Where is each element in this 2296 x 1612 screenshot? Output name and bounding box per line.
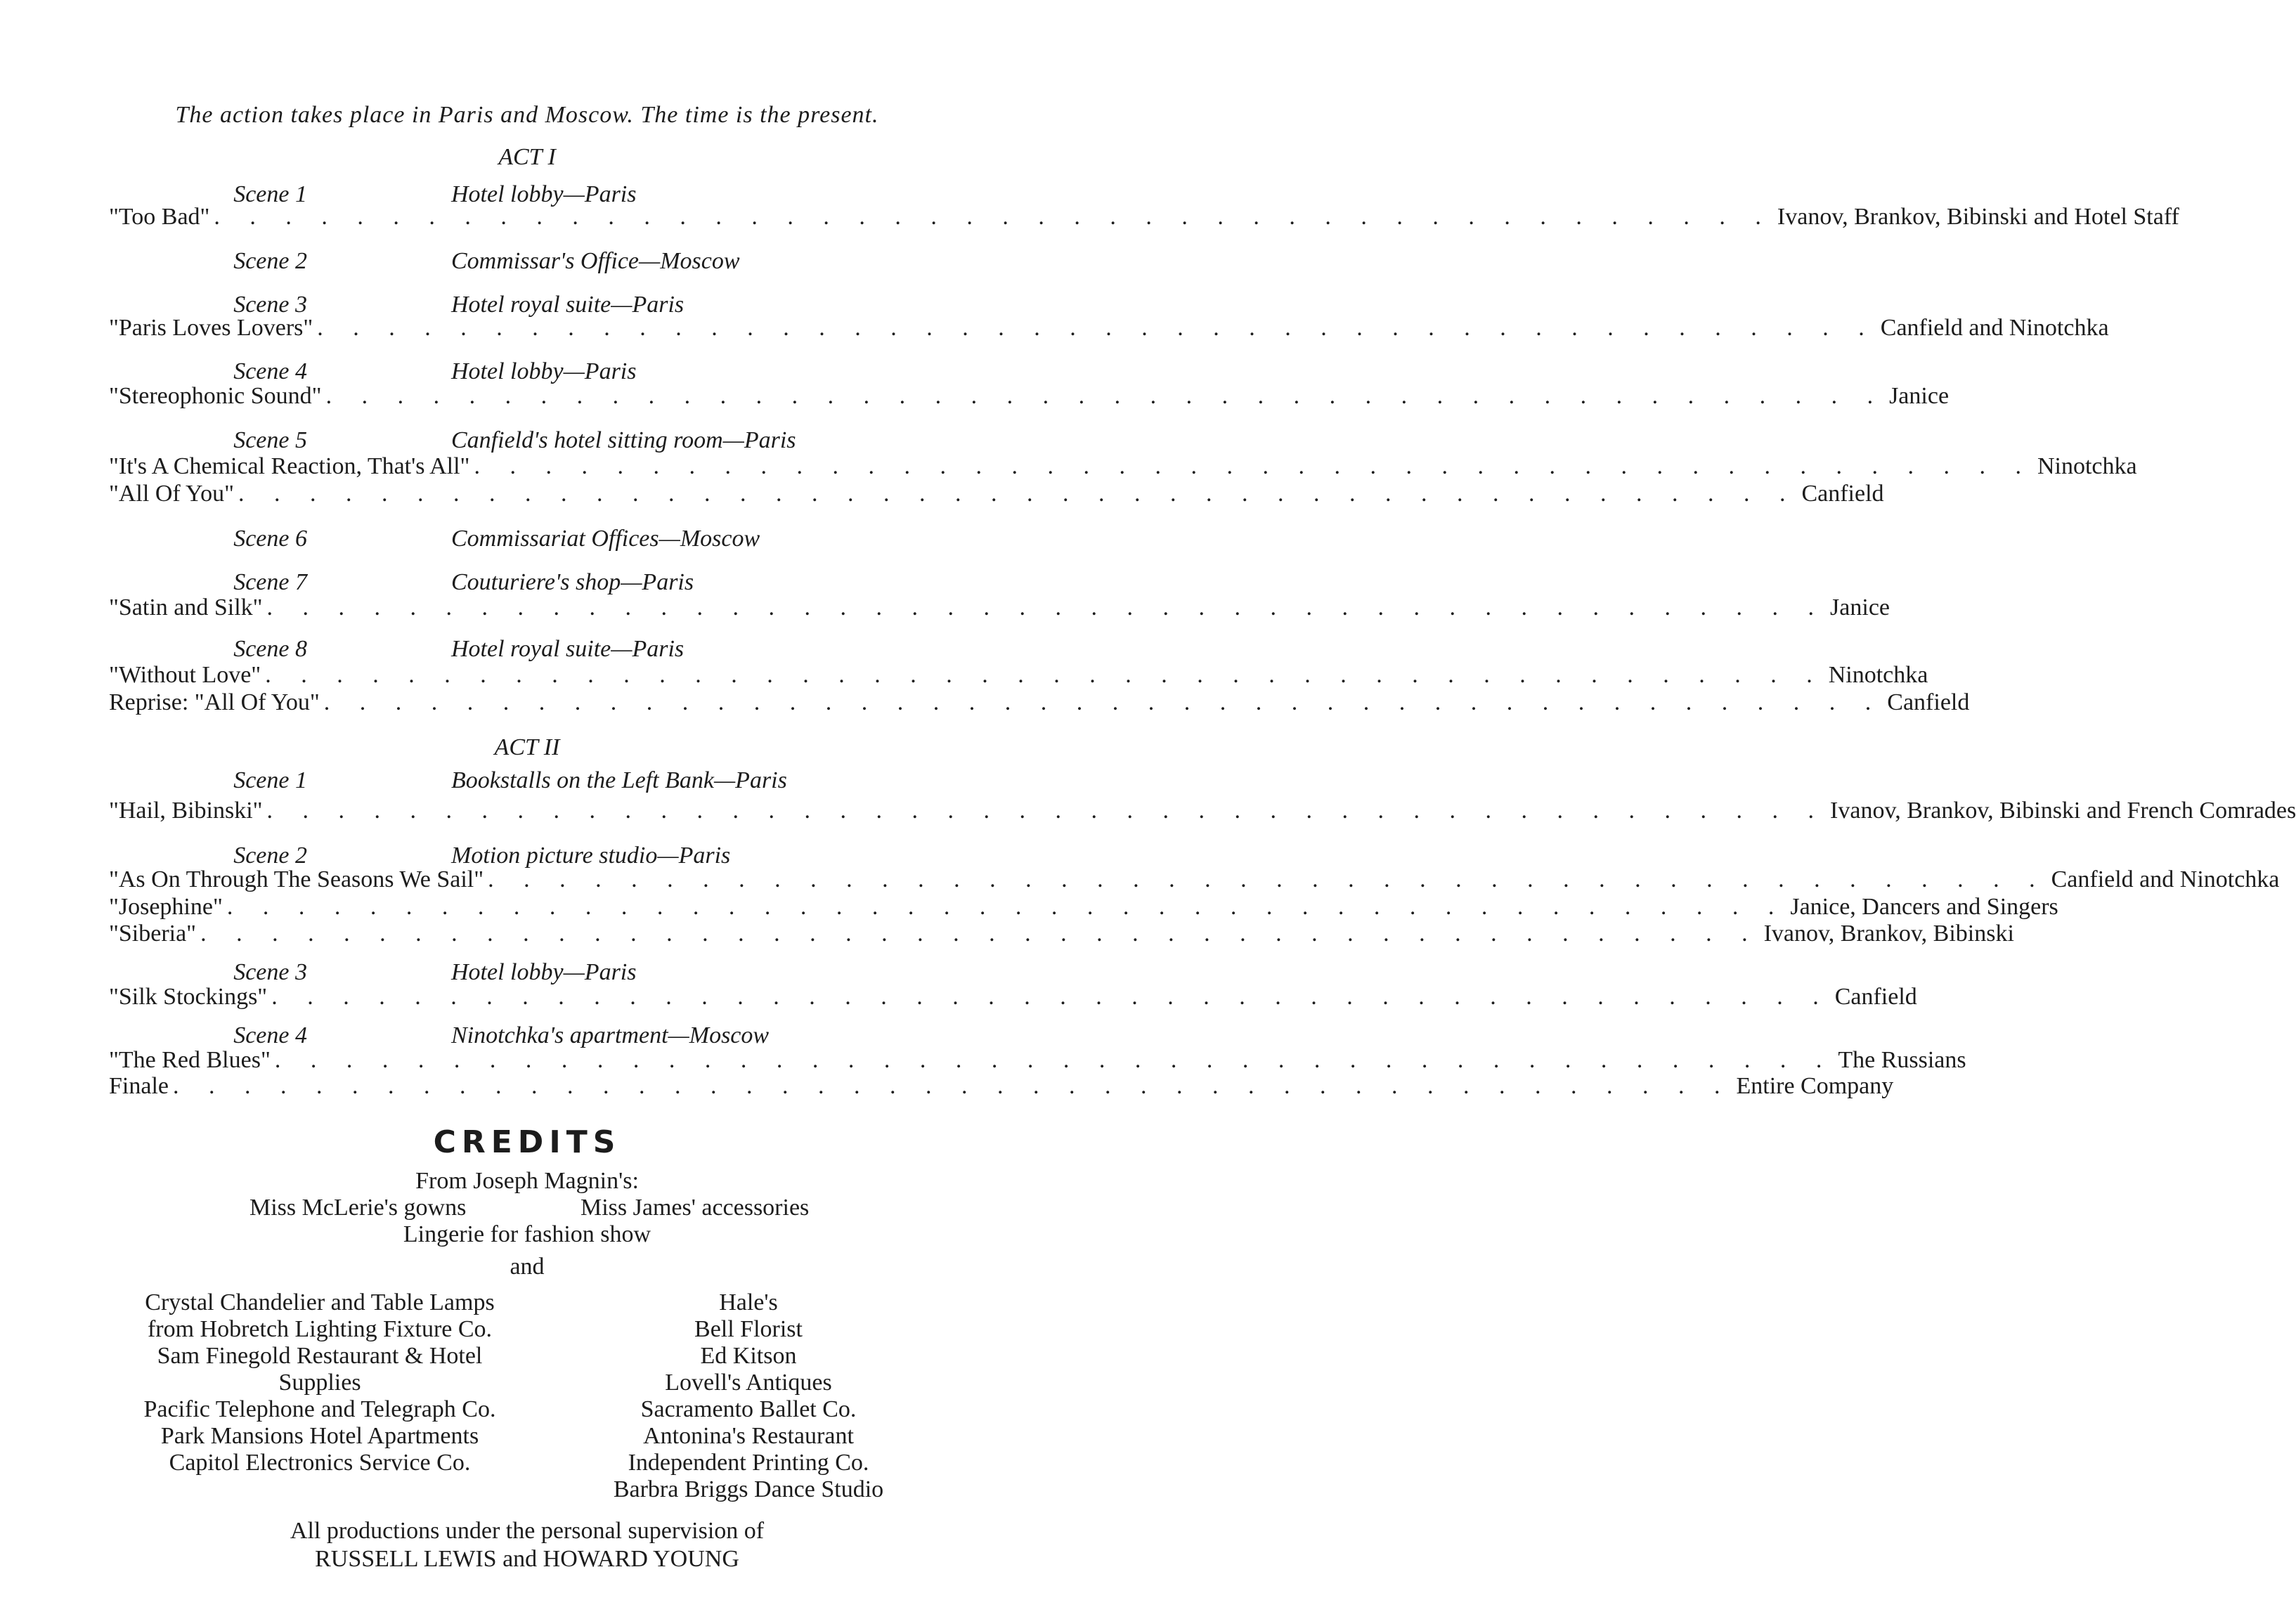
dot-leader: . . . . . . . . . . . . . . . . . . . . . . . . . . . . . . . . . . . . . . . . . . . . <box>238 481 1798 507</box>
song-row <box>109 477 1884 511</box>
song-performers: Ninotchka <box>1828 662 1928 688</box>
credit-line: Ed Kitson <box>700 1343 797 1369</box>
song-performers: Ivanov, Brankov, Bibinski and French Comrades <box>1830 798 2296 824</box>
dot-leader: . . . . . . . . . . . . . . . . . . . . . . . . . . . . . . . . . . . . . . . . . . . . <box>172 1073 1732 1099</box>
credits-right-column <box>590 1289 907 1503</box>
credit-line: Capitol Electronics Service Co. <box>169 1450 471 1476</box>
song-row <box>109 794 2296 828</box>
song-row <box>109 917 2014 951</box>
dot-leader: . . . . . . . . . . . . . . . . . . . . . . . . . . . . . . . . . . . . . . . . . . . . <box>271 984 1831 1010</box>
scene-description: Canfield's hotel sitting room—Paris <box>451 427 796 453</box>
scene-label: Scene 7 <box>233 569 307 595</box>
dot-leader: . . . . . . . . . . . . . . . . . . . . . . . . . . . . . . . . . . . . . . . . . . . . <box>325 383 1886 409</box>
dot-leader: . . . . . . . . . . . . . . . . . . . . . . . . . . . . . . . . . . . . . . . . . . . . <box>214 204 1773 230</box>
song-title: "Siberia" <box>109 921 197 947</box>
credit-line: Lovell's Antiques <box>665 1370 832 1396</box>
dot-leader: . . . . . . . . . . . . . . . . . . . . . . . . . . . . . . . . . . . . . . . . . . . . <box>317 315 1876 341</box>
scene-description: Hotel lobby—Paris <box>451 181 637 207</box>
song-row <box>109 379 1950 413</box>
scene-label: Scene 3 <box>233 959 307 985</box>
scene-label: Scene 6 <box>233 526 307 552</box>
song-title: "Satin and Silk" <box>109 594 263 620</box>
credit-line: Supplies <box>278 1370 361 1396</box>
song-performers: Canfield and Ninotchka <box>2051 866 2280 892</box>
scene-label: Scene 2 <box>233 843 307 869</box>
credits-and: and <box>510 1254 545 1280</box>
dot-leader: . . . . . . . . . . . . . . . . . . . . . . . . . . . . . . . . . . . . . . . . . . . . <box>200 921 1760 947</box>
song-row <box>109 686 1970 720</box>
dot-leader: . . . . . . . . . . . . . . . . . . . . . . . . . . . . . . . . . . . . . . . . . . . . <box>474 453 2033 479</box>
dot-leader: . . . . . . . . . . . . . . . . . . . . . . . . . . . . . . . . . . . . . . . . . . . . <box>323 689 1883 715</box>
credits-magnin-items <box>0 1195 1054 1221</box>
song-row <box>109 1070 1894 1103</box>
scene-description: Hotel royal suite—Paris <box>451 292 685 318</box>
scene-description: Hotel lobby—Paris <box>451 959 637 985</box>
act-heading: ACT I <box>498 144 556 170</box>
scene-description: Bookstalls on the Left Bank—Paris <box>451 767 787 793</box>
song-performers: Canfield and Ninotchka <box>1880 315 2109 341</box>
dot-leader: . . . . . . . . . . . . . . . . . . . . . . . . . . . . . . . . . . . . . . . . . . . . <box>266 594 1827 620</box>
song-performers: Canfield <box>1834 984 1917 1010</box>
song-title: Finale <box>109 1073 169 1099</box>
song-performers: Ivanov, Brankov, Bibinski and Hotel Staff <box>1777 204 2179 230</box>
dot-leader: . . . . . . . . . . . . . . . . . . . . . . . . . . . . . . . . . . . . . . . . . . . . <box>226 894 1786 920</box>
scene-description: Commissar's Office—Moscow <box>451 248 740 274</box>
scene-label: Scene 1 <box>233 767 307 793</box>
scene-label: Scene 4 <box>233 1022 307 1048</box>
scene-label: Scene 5 <box>233 427 307 453</box>
scene-description: Hotel royal suite—Paris <box>451 636 685 662</box>
scene-description: Motion picture studio—Paris <box>451 843 731 869</box>
song-performers: Janice, Dancers and Singers <box>1790 894 2058 920</box>
song-performers: Canfield <box>1887 689 1970 715</box>
credit-line: from Hobretch Lighting Fixture Co. <box>147 1316 493 1342</box>
supervision-note: All productions under the personal supervision of <box>290 1518 765 1544</box>
scene-description: Hotel lobby—Paris <box>451 358 637 384</box>
song-title: "The Red Blues" <box>109 1047 271 1073</box>
credit-line: Barbra Briggs Dance Studio <box>613 1476 884 1502</box>
song-title: "Paris Loves Lovers" <box>109 315 313 341</box>
song-title: "Too Bad" <box>109 204 210 230</box>
credit-line: Park Mansions Hotel Apartments <box>160 1423 479 1449</box>
credits-gowns: Miss McLerie's gowns <box>249 1195 467 1221</box>
song-performers: Janice <box>1889 383 1950 409</box>
song-title: "Silk Stockings" <box>109 984 268 1010</box>
credit-line: Sacramento Ballet Co. <box>640 1396 857 1422</box>
scene-label: Scene 8 <box>233 636 307 662</box>
setting-note: The action takes place in Paris and Moscow. The time is the present. <box>175 102 879 128</box>
scene-label: Scene 1 <box>233 181 307 207</box>
scene-row <box>0 764 1054 798</box>
song-row <box>109 591 1890 625</box>
song-title: "All Of You" <box>109 481 234 507</box>
song-row <box>109 200 2179 234</box>
credits-heading: CREDITS <box>433 1124 621 1160</box>
song-performers: Ninotchka <box>2037 453 2137 479</box>
credit-line: Independent Printing Co. <box>628 1450 869 1476</box>
scene-description: Ninotchka's apartment—Moscow <box>451 1022 770 1048</box>
credits-from: From Joseph Magnin's: <box>415 1168 639 1194</box>
dot-leader: . . . . . . . . . . . . . . . . . . . . . . . . . . . . . . . . . . . . . . . . . . . . <box>266 798 1827 824</box>
song-title: "Without Love" <box>109 662 261 688</box>
credit-line: Crystal Chandelier and Table Lamps <box>145 1289 495 1315</box>
dot-leader: . . . . . . . . . . . . . . . . . . . . . . . . . . . . . . . . . . . . . . . . . . . . <box>488 866 2047 892</box>
supervisor-names: RUSSELL LEWIS and HOWARD YOUNG <box>315 1546 739 1572</box>
song-performers: Entire Company <box>1736 1073 1894 1099</box>
credits-lingerie: Lingerie for fashion show <box>403 1221 651 1247</box>
song-row <box>109 311 2109 345</box>
scene-label: Scene 4 <box>233 358 307 384</box>
song-title: "As On Through The Seasons We Sail" <box>109 866 484 892</box>
scene-description: Commissariat Offices—Moscow <box>451 526 760 552</box>
song-title: "Hail, Bibinski" <box>109 798 263 824</box>
song-performers: Canfield <box>1801 481 1884 507</box>
dot-leader: . . . . . . . . . . . . . . . . . . . . . . . . . . . . . . . . . . . . . . . . . . . . <box>274 1047 1834 1073</box>
song-row <box>109 980 1917 1014</box>
scene-row <box>0 245 1054 278</box>
scene-row <box>0 522 1054 556</box>
credit-line: Antonina's Restaurant <box>643 1423 854 1449</box>
credits-left-column <box>109 1289 531 1476</box>
scene-label: Scene 3 <box>233 292 307 318</box>
dot-leader: . . . . . . . . . . . . . . . . . . . . . . . . . . . . . . . . . . . . . . . . . . . . <box>265 662 1824 688</box>
scene-description: Couturiere's shop—Paris <box>451 569 694 595</box>
credits-accessories: Miss James' accessories <box>581 1195 810 1221</box>
scene-label: Scene 2 <box>233 248 307 274</box>
credit-line: Hale's <box>719 1289 778 1315</box>
song-title: "Stereophonic Sound" <box>109 383 322 409</box>
song-title: Reprise: "All Of You" <box>109 689 320 715</box>
credit-line: Sam Finegold Restaurant & Hotel <box>157 1343 483 1369</box>
song-title: "It's A Chemical Reaction, That's All" <box>109 453 470 479</box>
act-heading: ACT II <box>494 734 560 760</box>
credit-line: Bell Florist <box>694 1316 803 1342</box>
song-title: "Josephine" <box>109 894 223 920</box>
song-performers: Ivanov, Brankov, Bibinski <box>1763 921 2014 947</box>
credits-columns <box>0 1289 1054 1514</box>
song-performers: The Russians <box>1838 1047 1966 1073</box>
credit-line: Pacific Telephone and Telegraph Co. <box>143 1396 496 1422</box>
song-performers: Janice <box>1830 594 1890 620</box>
